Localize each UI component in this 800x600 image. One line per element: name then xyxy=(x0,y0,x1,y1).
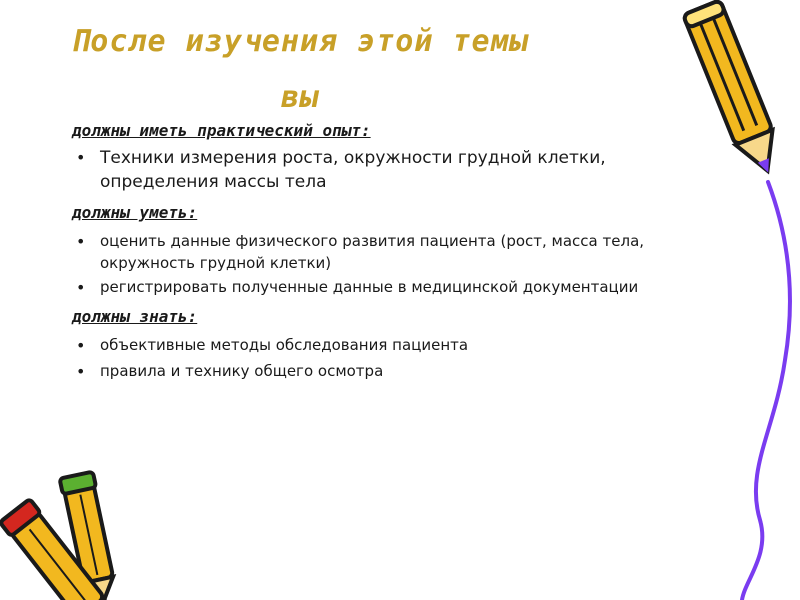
bullet-marker: • xyxy=(76,148,86,167)
section-heading-skills: должны уметь: xyxy=(72,203,198,222)
section-heading-knowledge: должны знать: xyxy=(72,307,198,326)
list-item-knowledge-2: правила и технику общего осмотра xyxy=(100,362,384,380)
slide-title-line-2: вы xyxy=(280,80,320,115)
bullet-marker: • xyxy=(76,232,86,251)
list-item-skills-1: оценить данные физического развития пациента (рост, масса тела, окружность грудной клетки) xyxy=(100,232,645,272)
list-item-experience-1: Техники измерения роста, окружности грудной клетки, определения массы тела xyxy=(100,148,606,192)
list-item-skills-2: регистрировать полученные данные в медицинской документации xyxy=(100,278,639,296)
bullet-marker: • xyxy=(76,278,86,297)
bullet-marker: • xyxy=(76,336,86,355)
list-item-knowledge-1: объективные методы обследования пациента xyxy=(100,336,469,354)
slide-title-line-1: После изучения этой темы xyxy=(71,24,529,59)
bullet-marker: • xyxy=(76,362,86,381)
section-heading-experience: должны иметь практический опыт: xyxy=(72,121,371,140)
